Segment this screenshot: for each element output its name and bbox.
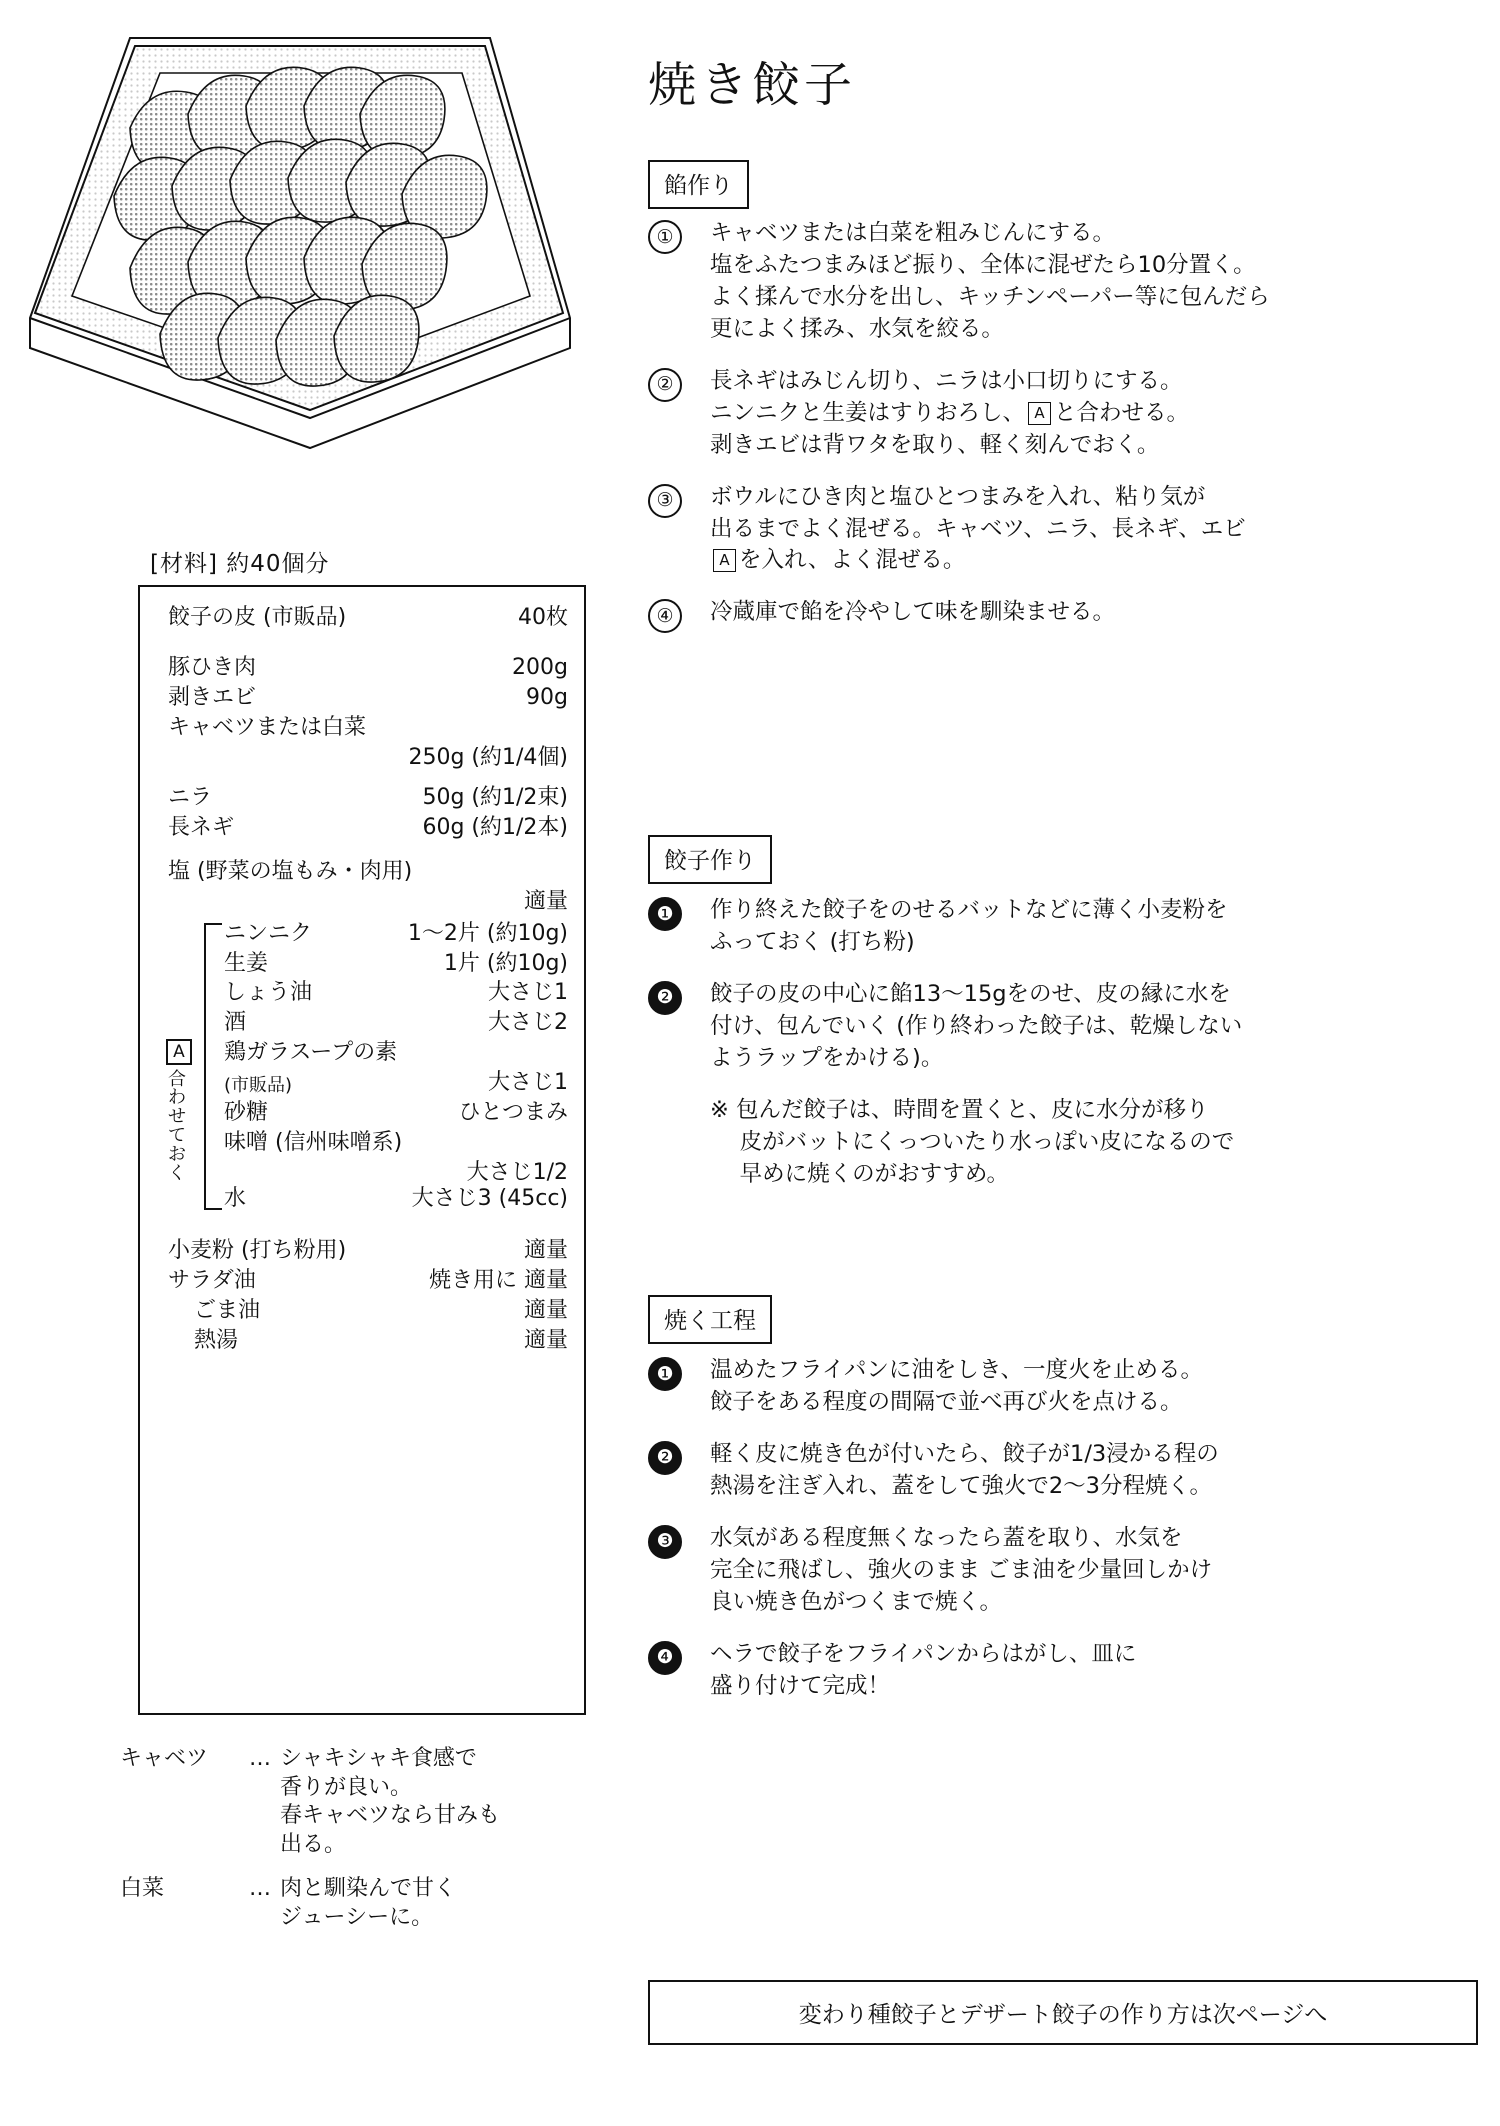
next-page-callout[interactable]: 変わり種餃子とデザート餃子の作り方は次ページへ: [648, 1980, 1478, 2045]
steps-filling: [648, 218, 1478, 653]
step: [648, 1355, 1478, 1419]
step-text: [710, 597, 1478, 633]
step-line: よく揉んで水分を出し、キッチンペーパー等に包んだら: [710, 283, 1270, 310]
step-number: ❹: [648, 1641, 682, 1675]
ingredient-row: [168, 715, 568, 741]
ingredient-amount: ひとつまみ: [458, 1100, 568, 1126]
note-key: キャベツ: [120, 1746, 209, 1771]
ingredient-amount: 適量: [523, 888, 568, 914]
ingredient-amount: 1〜2片 (約10g): [407, 920, 568, 946]
step-line: A を入れ、よく混ぜる。: [710, 545, 1478, 577]
ingredient-row: [168, 859, 568, 885]
section-heading-filling: 餡作り: [648, 160, 749, 209]
step-line: 餃子をある程度の間隔で並べ再び火を点ける。: [710, 1388, 1183, 1415]
step-text: [710, 1355, 1478, 1419]
step-line: ニンニクと生姜はすりおろし、 A と合わせる。: [710, 399, 1190, 426]
group-a-badge: A: [166, 1039, 192, 1065]
ingredient-amount: 1片 (約10g): [443, 950, 568, 976]
note-text: [280, 1745, 590, 1859]
ingredient-name: 小麦粉 (打ち粉用): [168, 1238, 347, 1264]
step-line: 作り終えた餃子をのせるバットなどに薄く小麦粉を: [710, 897, 1228, 923]
page-title: 焼き餃子: [648, 57, 857, 113]
ingredient-amount-row: [168, 745, 568, 771]
step-text: [710, 218, 1478, 346]
step-line: 熱湯を注ぎ入れ、蓋をして強火で2〜3分程焼く。: [710, 1472, 1213, 1499]
group-a-vertical-label: 合わせておく: [168, 1068, 186, 1185]
ingredient-name: サラダ油: [168, 1268, 256, 1294]
ingredient-amount: 60g (約1/2本): [422, 814, 568, 840]
step-text: [710, 979, 1478, 1075]
note-item: [120, 1875, 590, 1932]
steps-cooking: [648, 1355, 1478, 1722]
step: [648, 895, 1478, 959]
step-line: ヘラで餃子をフライパンからはがし、皿に: [710, 1640, 1137, 1667]
ingredient-row: [224, 980, 568, 1006]
ingredient-row: [168, 1298, 568, 1324]
step-number: ③: [648, 484, 682, 518]
ingredient-row: [224, 1186, 568, 1212]
step-line: 塩をふたつまみほど振り、全体に混ぜたら10分置く。: [710, 251, 1256, 278]
ingredient-name: ニンニク: [224, 920, 313, 946]
ingredient-group-a: [168, 921, 568, 1213]
ingredient-amount: 大さじ1: [488, 1070, 568, 1096]
ingredient-name: 酒: [224, 1010, 247, 1036]
ingredient-name: キャベツまたは白菜: [168, 714, 367, 740]
note-text: [280, 1875, 590, 1932]
ingredient-amount: 250g (約1/4個): [408, 744, 568, 770]
step-line: 良い焼き色がつくまで焼く。: [710, 1588, 1003, 1615]
ingredient-row: [168, 1238, 568, 1264]
step-line: 剥きエビは背ワタを取り、軽く刻んでおく。: [710, 431, 1160, 458]
ingredient-amount: 200g: [512, 654, 568, 680]
step-line: 出るまでよく混ぜる。キャベツ、ニラ、長ネギ、エビ: [710, 515, 1246, 542]
ingredient-name: 餃子の皮 (市販品): [168, 605, 347, 630]
step: [648, 218, 1478, 346]
step-number: ❷: [648, 1441, 682, 1475]
ingredient-name: 味噌 (信州味噌系): [224, 1130, 403, 1156]
left-column: [0, 0, 620, 2126]
step-text: [710, 895, 1478, 959]
step-number: ❷: [648, 981, 682, 1015]
ingredient-row: [168, 685, 568, 711]
step: [648, 366, 1478, 462]
ingredient-amount: 50g (約1/2束): [422, 784, 568, 810]
ingredient-row: [168, 815, 568, 841]
step-number: ②: [648, 368, 682, 402]
step: [648, 1639, 1478, 1703]
step-line: ようラップをかける)。: [710, 1044, 944, 1071]
ingredient-row: [168, 605, 568, 631]
ingredient-amount: 大さじ1/2: [466, 1160, 568, 1186]
ingredient-name: 長ネギ: [168, 814, 235, 840]
section-heading-cooking: 焼く工程: [648, 1295, 772, 1344]
note-line: シャキシャキ食感で: [280, 1746, 477, 1771]
note-key: 白菜: [120, 1876, 165, 1902]
ingredient-name: 熱湯: [194, 1327, 239, 1353]
note-line: ※ 包んだ餃子は、時間を置くと、皮に水分が移り: [710, 1096, 1209, 1123]
step-line: 完全に飛ばし、強火のまま ごま油を少量回しかけ: [710, 1556, 1213, 1583]
ingredient-row: [224, 1040, 568, 1066]
note-line: 早めに焼くのがおすすめ。: [710, 1160, 1009, 1187]
step-text: [710, 1523, 1478, 1619]
ingredient-name: 水: [224, 1186, 247, 1212]
step-number: ①: [648, 220, 682, 254]
ingredient-amount-row: [168, 889, 568, 915]
step-line: 付け、包んでいく (作り終わった餃子は、乾燥しない: [710, 1012, 1243, 1039]
ingredient-name: ごま油: [194, 1298, 261, 1324]
step-number: ❶: [648, 1357, 682, 1391]
step-number: ❶: [648, 897, 682, 931]
note-item: [120, 1745, 590, 1859]
step-note-text: [710, 1095, 1478, 1191]
note-line: 香りが良い。: [280, 1774, 413, 1800]
section-heading-wrapping: 餃子作り: [648, 835, 772, 884]
ingredient-amount: 大さじ3 (45cc): [411, 1186, 568, 1212]
vegetable-notes: [120, 1745, 590, 1949]
ingredient-row: [224, 951, 568, 977]
step-number: ④: [648, 599, 682, 633]
step-line: 長ネギはみじん切り、ニラは小口切りにする。: [710, 367, 1183, 394]
asterisk-icon: [648, 1095, 682, 1191]
note-line: 肉と馴染んで甘く: [280, 1876, 457, 1902]
ingredient-amount: 焼き用に 適量: [429, 1268, 568, 1294]
step-line: 水気がある程度無くなったら蓋を取り、水気を: [710, 1524, 1183, 1551]
step: [648, 979, 1478, 1075]
ingredient-row: [168, 655, 568, 681]
step-text: [710, 1439, 1478, 1503]
ingredient-amount: 40枚: [518, 605, 568, 630]
step: [648, 597, 1478, 633]
ingredient-amount-row: [224, 1160, 568, 1186]
group-bracket: [204, 923, 222, 1211]
step-line: 更によく揉み、水気を絞る。: [710, 315, 1004, 342]
ingredient-row: [224, 1070, 568, 1096]
ingredient-amount: 大さじ2: [488, 1010, 568, 1036]
right-column: [630, 0, 1500, 2126]
step: [648, 482, 1478, 578]
ingredient-name: 豚ひき肉: [168, 654, 257, 680]
ingredient-amount: 大さじ1: [488, 980, 568, 1006]
ingredients-caption: [材料] 約40個分: [150, 551, 330, 577]
step-line: ふっておく (打ち粉): [710, 928, 915, 955]
note-dots: …: [249, 1746, 271, 1771]
step: [648, 1523, 1478, 1619]
step: [648, 1439, 1478, 1503]
step-text: [710, 482, 1478, 578]
ingredient-name: (市販品): [224, 1075, 293, 1097]
step-line: 盛り付けて完成！: [710, 1672, 891, 1699]
ingredient-row: [168, 1268, 568, 1294]
step-line: ボウルにひき肉と塩ひとつまみを入れ、粘り気が: [710, 483, 1206, 510]
ingredient-row: [168, 785, 568, 811]
group-a-reference: A: [713, 549, 736, 572]
ingredient-name: 剥きエビ: [168, 684, 257, 710]
note-dots: …: [249, 1876, 271, 1902]
steps-wrapping: [648, 895, 1478, 1191]
group-a-reference: A: [1028, 402, 1051, 425]
step-line: 餃子の皮の中心に餡13〜15gをのせ、皮の縁に水を: [710, 980, 1231, 1007]
ingredient-name: しょう油: [224, 980, 313, 1006]
ingredient-row: [224, 1130, 568, 1156]
ingredient-amount: 適量: [523, 1238, 568, 1264]
step-number: ❸: [648, 1525, 682, 1559]
ingredient-row: [224, 1010, 568, 1036]
step-line: 冷蔵庫で餡を冷やして味を馴染ませる。: [710, 599, 1116, 626]
step-line: 軽く皮に焼き色が付いたら、餃子が1/3浸かる程の: [710, 1440, 1219, 1467]
note-line: 皮がバットにくっついたり水っぽい皮になるので: [710, 1128, 1235, 1155]
ingredient-row: [224, 921, 568, 947]
step-line: 温めたフライパンに油をしき、一度火を止める。: [710, 1357, 1203, 1383]
step-note: [648, 1095, 1478, 1191]
ingredient-amount: 適量: [523, 1298, 568, 1324]
note-line: 出る。: [280, 1831, 347, 1857]
ingredient-row: [224, 1100, 568, 1126]
ingredient-name: 鶏ガラスープの素: [224, 1040, 398, 1066]
ingredient-amount: 90g: [526, 684, 568, 710]
note-line: ジューシーに。: [280, 1904, 434, 1930]
note-line: 春キャベツなら甘みも: [280, 1803, 501, 1829]
ingredient-row: [168, 1328, 568, 1354]
step-line: キャベツまたは白菜を粗みじんにする。: [710, 220, 1116, 246]
gyoza-plate-illustration: [10, 18, 610, 548]
ingredients-list: [168, 605, 568, 1358]
ingredient-name: 生姜: [224, 950, 269, 976]
ingredient-name: 塩 (野菜の塩もみ・肉用): [168, 858, 413, 884]
ingredient-name: 砂糖: [224, 1100, 269, 1126]
step-text: [710, 366, 1478, 462]
step-text: [710, 1639, 1478, 1703]
ingredient-amount: 適量: [523, 1327, 568, 1353]
ingredient-name: ニラ: [168, 784, 213, 810]
